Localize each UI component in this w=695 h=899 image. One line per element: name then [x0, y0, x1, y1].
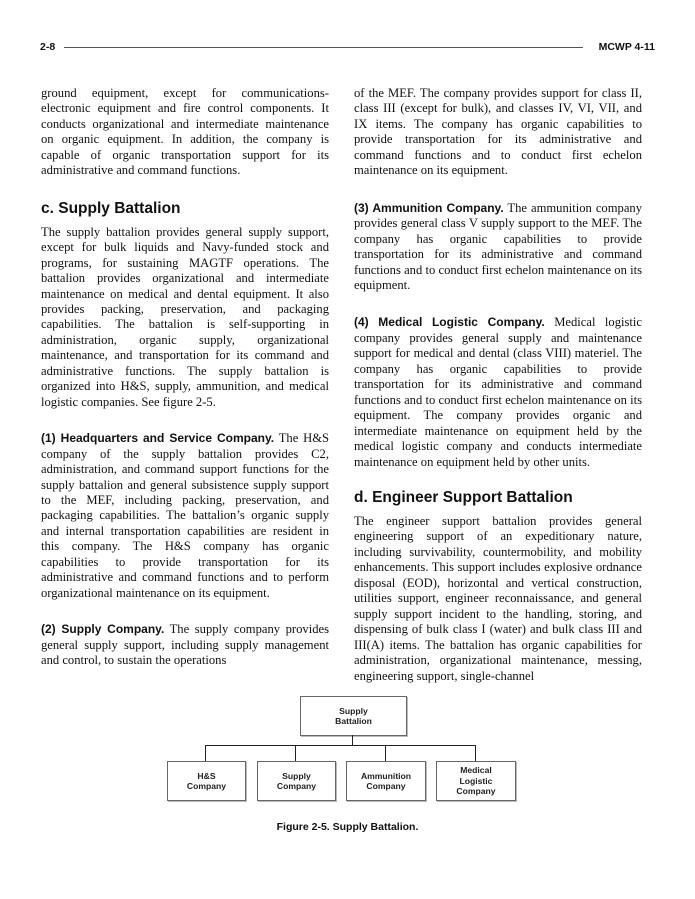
continued-paragraph-right: of the MEF. The company provides support for class II, class III (except for bulk), and classes IV, VI, VII, and IX items. The company has organic capabilities to provide transportation for its administrative and command functions and to conduct first echelon maintenance on its equipment. [354, 86, 642, 178]
publication-id: MCWP 4-11 [598, 41, 655, 53]
org-box-label: Battalion [335, 716, 372, 726]
org-box-label: Supply [339, 705, 368, 716]
paragraph-ammunition-company [354, 201, 642, 294]
org-box-label: Company [186, 781, 227, 791]
page-number: 2-8 [40, 41, 56, 53]
org-box-label: Company [276, 781, 317, 791]
body-medical-logistic-company: Medical logistic company provides general supply and maintenance support for medical and dental (class VIII) materiel. The company has organic capabilities to provide transportation for its administrative and command functions and to conduct first echelon maintenance on its equipment. The company provides organic and intermediate maintenance on equipment held by the medical logistic company and conducts intermediate maintenance on equipment held by other units. [354, 315, 642, 469]
section-heading-engineer-support-battalion: d. Engineer Support Battalion [354, 488, 573, 506]
figure-caption: Figure 2-5. Supply Battalion. [276, 821, 419, 833]
org-box-hs-company [167, 761, 246, 801]
paragraph-supply-battalion: The supply battalion provides general supply support, except for bulk liquids and Navy-funded stock and programs, for sustaining MAGTF operations. The battalion provides organizational and intermediate maintenance on medical and dental equipment. It also provides packing, preservation, and packaging capabilities. The battalion is self-supporting in administration, organic supply, organizational maintenance, and transportation for its command and administrative functions. The supply battalion is organized into H&S, supply, ammunition, and medical logistic companies. See figure 2-5. [41, 224, 329, 409]
paragraph-engineer-support-battalion: The engineer support battalion provides general engineering support of an expeditionary nature, including survivability, countermobility, and mobility enhancements. This support includes explosive ordnance disposal (EOD), horizontal and vertical construction, utilities support, engineer reconnaissance, and general supply support incident to the handling, storing, and dispensing of bulk class I (water) and bulk class III and III(A) items. The battalion has organic capabilities for administration, organizational maintenance, messing, engineering support, single-channel [354, 513, 642, 683]
body-supply-company: The supply company provides general supply support, including supply management and control, to sustain the operations [41, 622, 329, 668]
org-box-label: Medical [460, 765, 492, 776]
connector-horizontal [205, 745, 476, 746]
run-in-heading-supply-company: (2) Supply Company. [41, 622, 165, 637]
org-box-supply-battalion [300, 696, 407, 736]
paragraph-supply-company [41, 622, 329, 668]
connector-drop-ammunition [385, 745, 386, 761]
right-column [354, 86, 642, 684]
continued-paragraph: ground equipment, except for communications-electronic equipment and fire control components. It conducts organizational and intermediate maintenance on organic equipment. In addition, the company is capable of organic transportation support for its administrative and command functions. [41, 86, 329, 178]
org-box-ammunition-company [346, 761, 426, 801]
left-column [41, 86, 329, 669]
org-chart-figure [0, 690, 695, 840]
run-in-heading-hs-company: (1) Headquarters and Service Company. [41, 431, 275, 446]
org-box-label: Logistic [459, 775, 493, 786]
connector-drop-hs [205, 745, 206, 761]
org-box-label: Ammunition [360, 770, 412, 781]
header-rule [64, 47, 583, 48]
connector-drop-medical [475, 745, 476, 761]
org-box-label: Company [366, 781, 406, 791]
body-ammunition-company: The ammunition company provides general class V supply support to the MEF. The company has organic capabilities to provide transportation for its administrative and command functions and to conduct first echelon maintenance on its equipment. [354, 200, 643, 292]
paragraph-medical-logistic-company [354, 315, 642, 470]
org-box-label: H&S [197, 770, 216, 781]
run-in-heading-medical-logistic-company: (4) Medical Logistic Company. [354, 315, 545, 330]
body-hs-company: The H&S company of the supply battalion provides C2, administration, and command support functions for the supply battalion and general subsistence supply support to the MEF, including packing, preservation, and packaging capabilities. The battalion’s organic supply and internal transportation capabilities are resident in this company. The H&S company has organic capabilities to provide transportation for its administrative and command functions and to perform organizational maintenance on its equipment. [41, 431, 329, 600]
org-box-medical-logistic-company [436, 761, 516, 801]
org-box-supply-company [257, 761, 336, 801]
section-heading-supply-battalion: c. Supply Battalion [41, 199, 181, 217]
org-box-label: Company [456, 786, 496, 797]
running-header [40, 40, 655, 56]
org-box-label: Supply [282, 770, 311, 781]
connector-vertical-root [352, 735, 353, 745]
paragraph-hs-company [41, 431, 329, 601]
connector-drop-supply [295, 745, 296, 761]
run-in-heading-ammunition-company: (3) Ammunition Company. [354, 200, 504, 215]
